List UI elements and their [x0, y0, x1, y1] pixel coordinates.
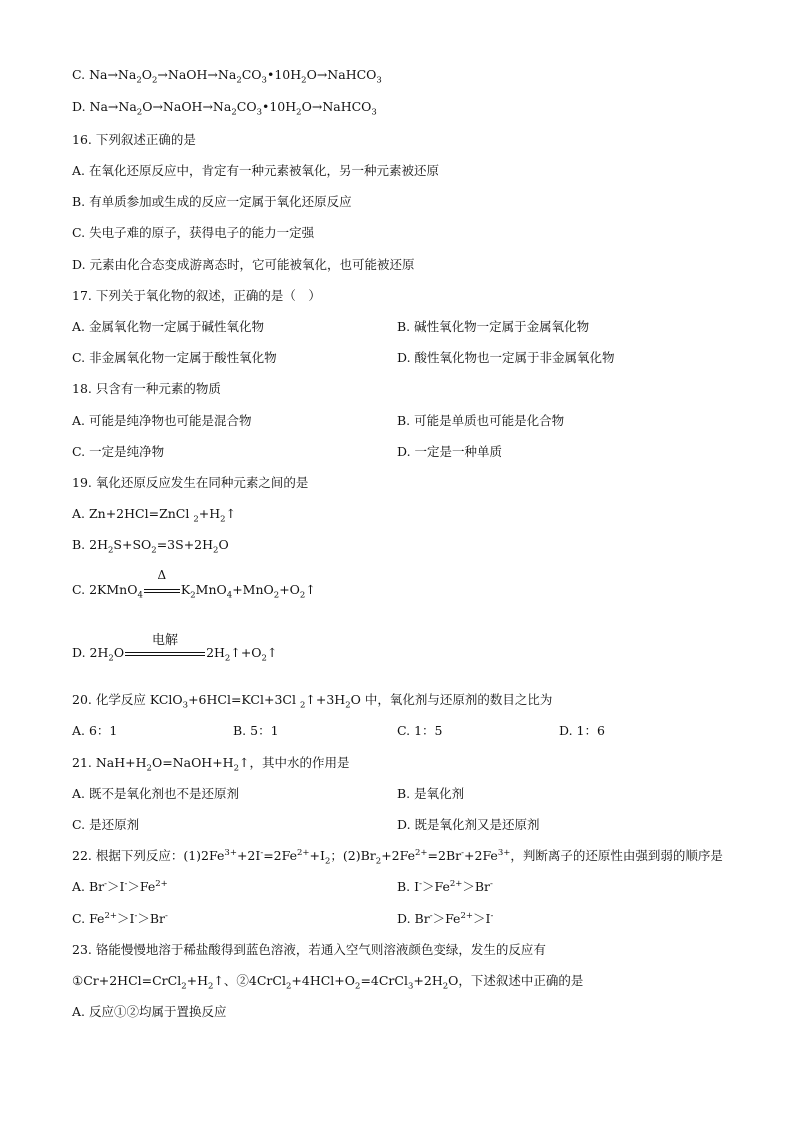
q16-option-c: C. 失电子难的原子，获得电子的能力一定强 [72, 225, 315, 240]
q17-stem: 17. 下列关于氧化物的叙述，正确的是（ ） [72, 288, 321, 303]
q17-option-d: D. 酸性氧化物也一定属于非金属氧化物 [397, 350, 615, 365]
q23-stem: 23. 铬能慢慢地溶于稀盐酸得到蓝色溶液，若通入空气则溶液颜色变绿，发生的反应有 [72, 942, 546, 957]
q18-option-b: B. 可能是单质也可能是化合物 [397, 413, 565, 428]
q22-option-b: B. $I^->Fe^{2+}>Br^-$ [397, 878, 493, 894]
q15-option-c: C. $Na\to Na_2O_2\to NaOH\to Na_2CO_3•10H_2O\to NaHCO_3$ [72, 67, 382, 86]
q18-stem: 18. 只含有一种元素的物质 [72, 381, 221, 396]
q19-option-c [72, 568, 316, 601]
q19-option-b: B. $2H_2S+SO_2=3S+2H_2O$ [72, 537, 229, 556]
q21-stem: 21. $NaH+H_2O=NaOH+H_2↑$，其中水的作用是 [72, 755, 350, 774]
q18-option-c: C. 一定是纯净物 [72, 444, 165, 459]
q22-stem: 22. 根据下列反应：$(1)2Fe^{3+}+2I^-=2Fe^{2+}+I_2$；$(2)Br_2+2Fe^{2+}=2Br^-+2Fe^{3+}$，判断离子的还原性由强到弱的顺序是 [72, 847, 723, 867]
q21-option-d: D. 既是氧化剂又是还原剂 [397, 817, 540, 832]
q16-option-d: D. 元素由化合态变成游离态时，它可能被氧化，也可能被还原 [72, 257, 415, 272]
q17-options-ab [72, 318, 264, 336]
q23-reactions: $①Cr+2HCl=CrCl_2+H_2↑$、$②4CrCl_2+4HCl+O_2=4CrCl_3+2H_2O$，下述叙述中正确的是 [72, 973, 584, 992]
q17-option-c: C. 非金属氧化物一定属于酸性氧化物 [72, 350, 277, 365]
q22-option-d: D. $Br^->Fe^{2+}>I^-$ [397, 910, 494, 926]
q19c-reactant: C. 2KMnO$_4$ [72, 582, 143, 601]
q21-option-a: A. 既不是氧化剂也不是还原剂 [72, 786, 239, 801]
q18-option-a: A. 可能是纯净物也可能是混合物 [72, 413, 252, 428]
q17-options-cd [72, 349, 277, 367]
q20-option-b: B. 5：1 [233, 723, 279, 738]
q20-option-d: D. 1：6 [559, 723, 605, 738]
q16-option-a: A. 在氧化还原反应中，肯定有一种元素被氧化，另一种元素被还原 [72, 163, 439, 178]
q22-options-cd [72, 910, 168, 928]
q18-options-ab [72, 412, 251, 430]
q20-option-c: C. 1：5 [397, 723, 443, 738]
q22-options-ab [72, 878, 168, 896]
q19d-reactant: D. $2H_2O$ [72, 645, 125, 664]
q19d-arrow [125, 633, 205, 660]
q16-option-b: B. 有单质参加或生成的反应一定属于氧化还原反应 [72, 194, 352, 209]
q22-option-a: A. $Br^->I^->Fe^{2+}$ [72, 878, 168, 894]
q22-option-c: C. $Fe^{2+}>I^->Br^-$ [72, 910, 168, 926]
q17-option-a: A. 金属氧化物一定属于碱性氧化物 [72, 319, 264, 334]
q23-option-a: A. 反应①②均属于置换反应 [72, 1004, 227, 1019]
q18-option-d: D. 一定是一种单质 [397, 444, 503, 459]
q15-option-d: D. $Na\to Na_2O\to NaOH\to Na_2CO_3•10H_2O\to NaHCO_3$ [72, 99, 377, 118]
q19-option-a: A. Zn+2HCl=ZnCl $_2+H_2↑$ [72, 506, 237, 525]
q21-option-b: B. 是氧化剂 [397, 786, 465, 801]
q19c-arrow [144, 568, 180, 597]
q21-options-cd [72, 816, 139, 834]
q19c-condition: Δ [157, 568, 167, 582]
q19d-condition: 电解 [152, 633, 179, 648]
q21-option-c: C. 是还原剂 [72, 817, 140, 832]
q19-stem: 19. 氧化还原反应发生在同种元素之间的是 [72, 475, 309, 490]
q19c-products: $K_2MnO_4+MnO_2+O_2↑$ [180, 582, 316, 601]
q20-stem: 20. 化学反应 KClO$_3$+6HCl=KCl+3Cl $_2↑+3H_2O$ 中，氧化剂与还原剂的数目之比为 [72, 692, 553, 711]
q18-options-cd [72, 443, 164, 461]
q16-stem: 16. 下列叙述正确的是 [72, 132, 196, 147]
q19-option-d [72, 633, 278, 664]
q19d-products: $2H_2↑+O_2↑$ [206, 645, 278, 664]
q17-option-b: B. 碱性氧化物一定属于金属氧化物 [397, 319, 590, 334]
q20-option-a: A. 6：1 [72, 723, 118, 738]
q21-options-ab [72, 785, 239, 803]
